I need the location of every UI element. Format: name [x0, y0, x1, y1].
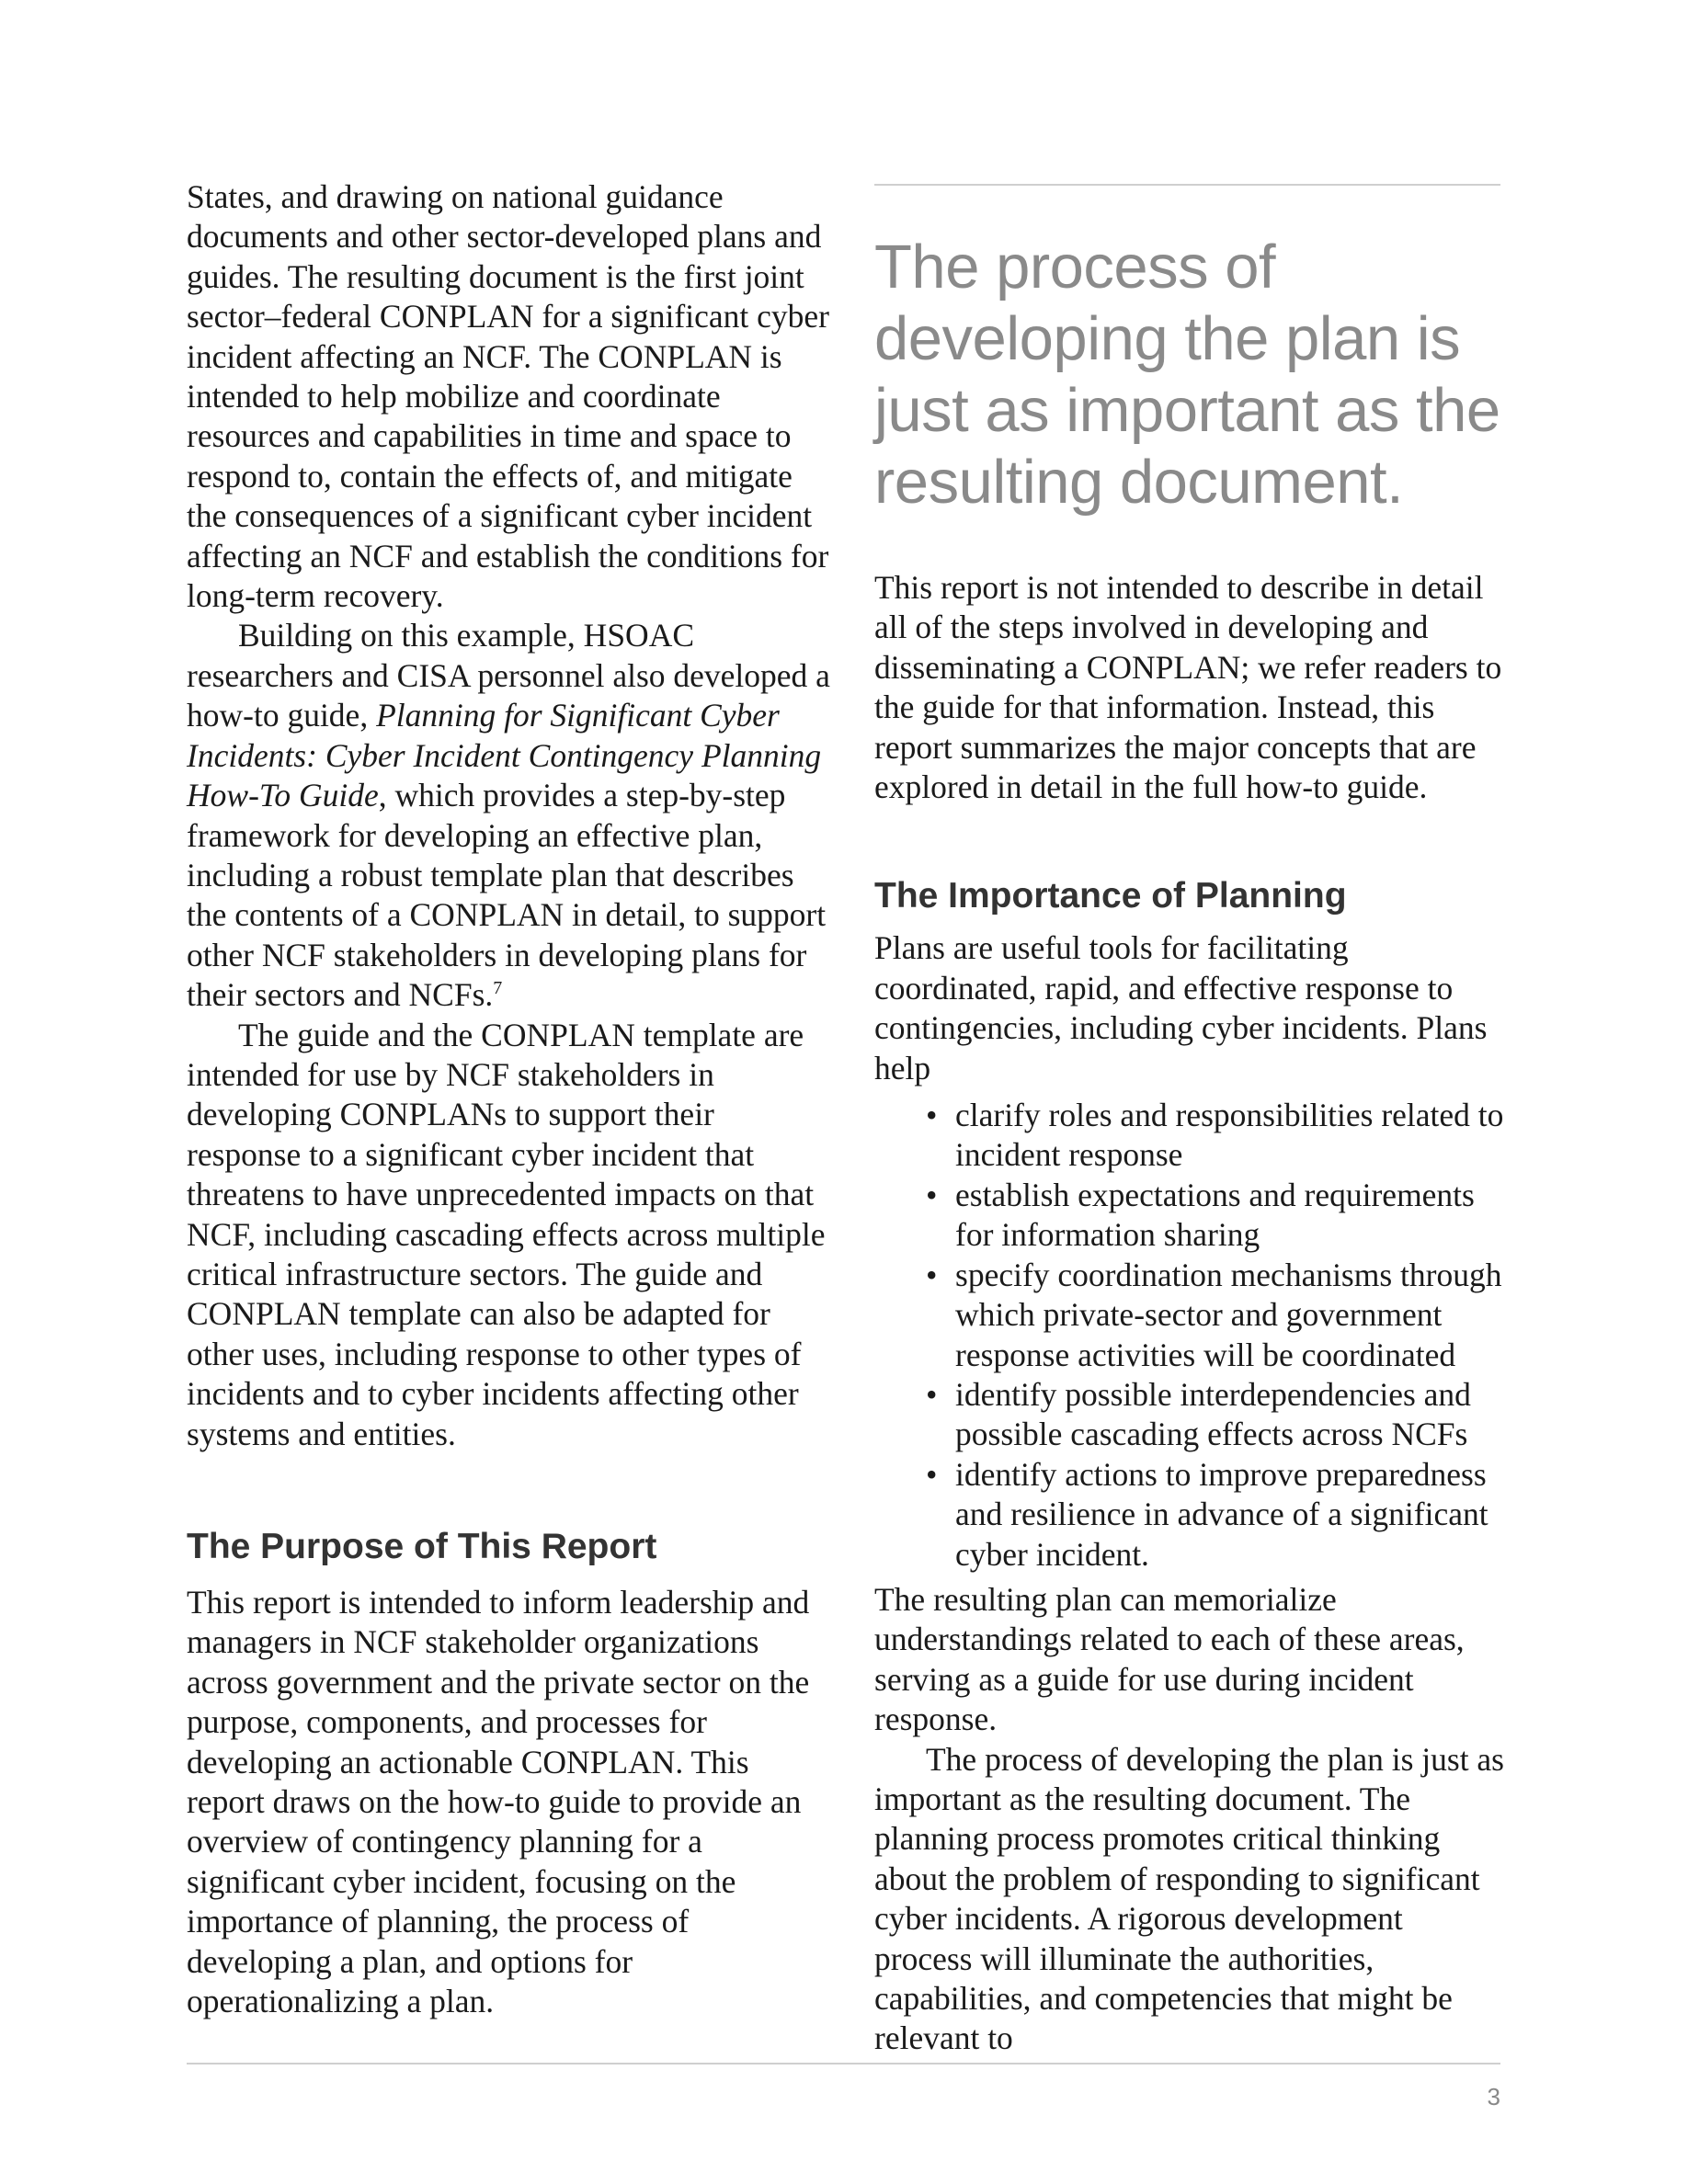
left-column	[187, 177, 830, 2021]
section-heading: The Importance of Planning	[874, 876, 1347, 916]
section-heading: The Purpose of This Report	[187, 1527, 657, 1566]
pull-quote: The process of developing the plan is just as important as the resulting document.	[874, 233, 1500, 517]
bullet-item: • specify coordination mechanisms through which private-sector and government response activities will be coordinated	[955, 1256, 1509, 1375]
body-paragraph: The guide and the CONPLAN template are intended for use by NCF stakeholders in developing CONPLANs to support their response to a significant cyber incident that threatens to have unprecedented impacts on that NCF, including cascading effects across multiple critical infrastructure sectors. The guide and CONPLAN template can also be adapted for other uses, including response to other types of incidents and to cyber incidents affecting other systems and entities.	[187, 1016, 826, 1452]
body-paragraph	[187, 616, 830, 1015]
body-paragraph: The resulting plan can memorialize understandings related to each of these areas, serving as a guide for use during incident response.	[874, 1580, 1465, 1738]
pull-quote-rule	[874, 184, 1500, 186]
bullet-item: • clarify roles and responsibilities related to incident response	[955, 1096, 1509, 1176]
bullet-item: • identify actions to improve preparedness and resilience in advance of a significant cyber incident.	[955, 1455, 1509, 1575]
body-paragraph: The process of developing the plan is just as important as the resulting document. The planning process promotes critical thinking about the problem of responding to significant cyber incidents. A rigorous development process will illuminate the authorities, capabilities, and competencies that might be relevant to	[874, 1740, 1504, 2057]
paragraph-text: , which provides a step-by-step framework for developing an effective plan, including a robust template plan that describes the contents of a CONPLAN in detail, to support other NCF stakeholders in developing plans for their sectors and NCFs.	[187, 777, 827, 1014]
bullet-list	[874, 1096, 1509, 1575]
right-column	[874, 568, 1509, 2059]
page-number: 3	[1487, 2083, 1500, 2110]
bullet-item: • establish expectations and requirements for information sharing	[955, 1176, 1509, 1256]
body-paragraph: Plans are useful tools for facilitating coordinated, rapid, and effective response to contingencies, including cyber incidents. Plans help	[874, 929, 1488, 1086]
body-paragraph: This report is intended to inform leadership and managers in NCF stakeholder organizations across government and the private sector on the purpose, components, and processes for developing an actionable CONPLAN. This report draws on the how-to guide to provide an overview of contingency planning for a significant cyber incident, focusing on the importance of planning, the process of developing a plan, and options for operationalizing a plan.	[187, 1584, 810, 2020]
body-paragraph: States, and drawing on national guidance documents and other sector-developed plans and guides. The resulting document is the first joint sector–federal CONPLAN for a significant cyber incident affecting an NCF. The CONPLAN is intended to help mobilize and coordinate resources and capabilities in time and space to respond to, contain the effects of, and mitigate the consequences of a significant cyber incident affecting an NCF and establish the conditions for long-term recovery.	[187, 178, 829, 615]
paragraph-text: Building on this example, HSOAC researchers and CISA personnel also developed a how-to guide,	[187, 617, 830, 734]
footer-rule	[187, 2063, 1500, 2065]
bullet-item: • identify possible interdependencies and possible cascading effects across NCFs	[955, 1375, 1509, 1455]
guide-title: Planning for Significant Cyber Incidents: Cyber Incident Contingency Planning How-To Guide	[187, 697, 822, 814]
footnote-marker: 7	[493, 978, 503, 999]
body-paragraph: This report is not intended to describe in detail all of the steps involved in developing and disseminating a CONPLAN; we refer readers to the guide for that information. Instead, this report summarizes the major concepts that are explored in detail in the full how-to guide.	[874, 569, 1502, 806]
